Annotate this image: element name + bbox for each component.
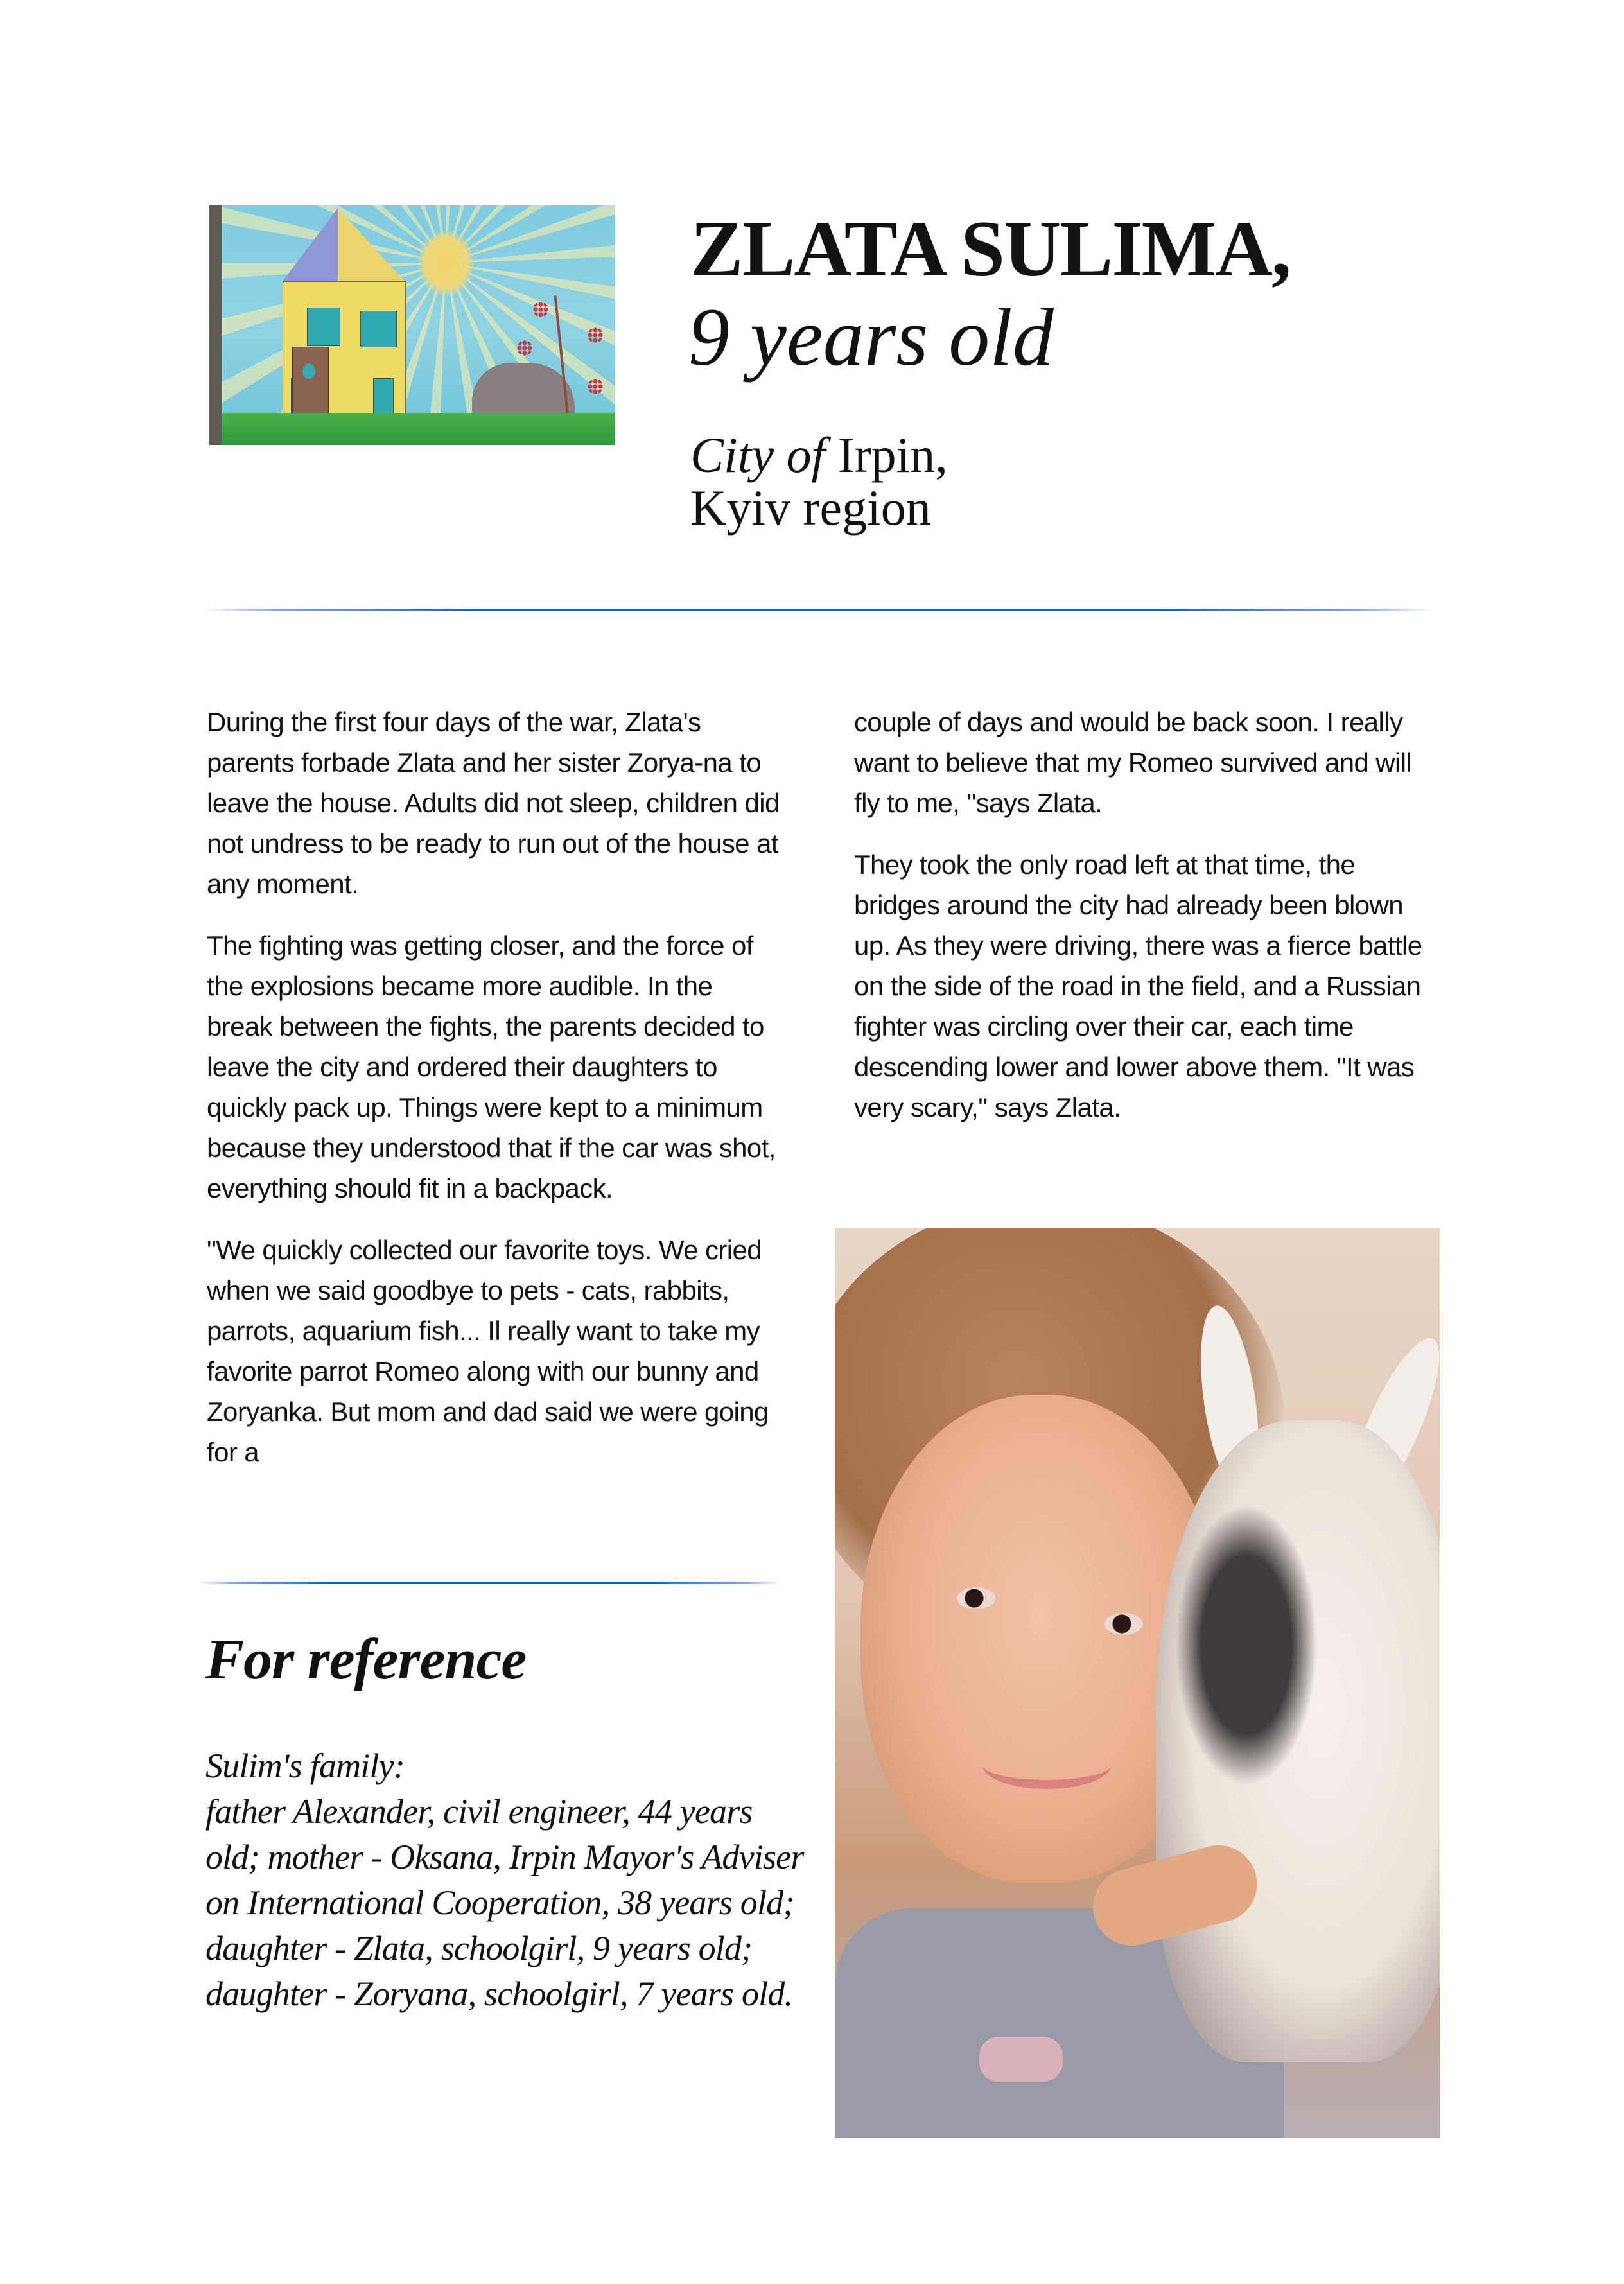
person-name-title: ZLATA SULIMA, — [690, 205, 1291, 293]
story-paragraph: couple of days and would be back soon. I really want to believe that my Romeo survived and will fly to me, "says Zlata. — [854, 707, 1412, 818]
location-region: Kyiv region — [690, 480, 931, 536]
story-paragraph: The fighting was getting closer, and the force of the explosions became more audible. In the break between the fights, the parents decided to leave the city and ordered their daughters to quickly pack up. Things were kept to a minimum because they understood that if the car was shot, everything should fit in a backpack. — [207, 930, 776, 1203]
drawing-berries — [533, 302, 548, 317]
photo-scrunchie — [979, 2037, 1063, 2082]
drawing-berries — [517, 340, 532, 356]
photo-rabbit — [1156, 1420, 1440, 2062]
photo-eye — [957, 1587, 995, 1609]
family-info-line: old; mother - Oksana, Irpin Mayor's Adviser — [205, 1838, 804, 1876]
drawing-grass — [222, 413, 615, 445]
family-info-line: Sulim's family: — [205, 1747, 405, 1785]
location-city: Irpin, — [825, 427, 948, 483]
drawing-berries — [588, 379, 603, 394]
story-column-left — [207, 702, 785, 1494]
family-info-line: father Alexander, civil engineer, 44 years — [205, 1792, 753, 1831]
child-drawing-image — [209, 205, 615, 445]
drawing-roof-left — [283, 208, 338, 281]
drawing-window — [307, 308, 340, 346]
drawing-door-window — [302, 363, 315, 379]
drawing-window — [360, 311, 397, 347]
portrait-photo — [835, 1228, 1440, 2138]
family-info-line: on International Cooperation, 38 years old; — [205, 1883, 794, 1922]
drawing-berries — [588, 327, 603, 343]
header-divider — [204, 609, 1432, 611]
photo-smile — [982, 1741, 1111, 1789]
story-paragraph: They took the only road left at that time, the bridges around the city had already been blown up. As they were driving, there was a fierce battle on the side of the road in the field, and a Russian fighter was circling over their car, each time descending lower and lower above them. "It was very scary," says Zlata. — [854, 850, 1422, 1122]
story-column-right — [854, 702, 1438, 1149]
person-age: 9 years old — [688, 292, 1054, 383]
family-info-line: daughter - Zoryana, schoolgirl, 7 years old. — [205, 1975, 793, 2013]
location — [690, 429, 948, 534]
story-paragraph: During the first four days of the war, Zlata's parents forbade Zlata and her sister Zorya-na to leave the house. Adults did not sleep, children did not undress to be ready to run out of the house at any moment. — [207, 707, 780, 899]
reference-divider — [199, 1582, 780, 1584]
family-info-line: daughter - Zlata, schoolgirl, 9 years old; — [205, 1929, 753, 1967]
family-info — [205, 1743, 822, 2017]
story-paragraph: "We quickly collected our favorite toys. We cried when we said goodbye to pets - cats, rabbits, parrots, aquarium fish... Il really want to take my favorite parrot Romeo along with our bunny and Zoryanka. But mom and dad said we were going for a — [207, 1235, 769, 1467]
reference-heading: For reference — [205, 1628, 527, 1691]
location-prefix: City of — [690, 427, 826, 483]
photo-eye — [1104, 1613, 1143, 1635]
drawing-roof-right — [338, 208, 405, 281]
